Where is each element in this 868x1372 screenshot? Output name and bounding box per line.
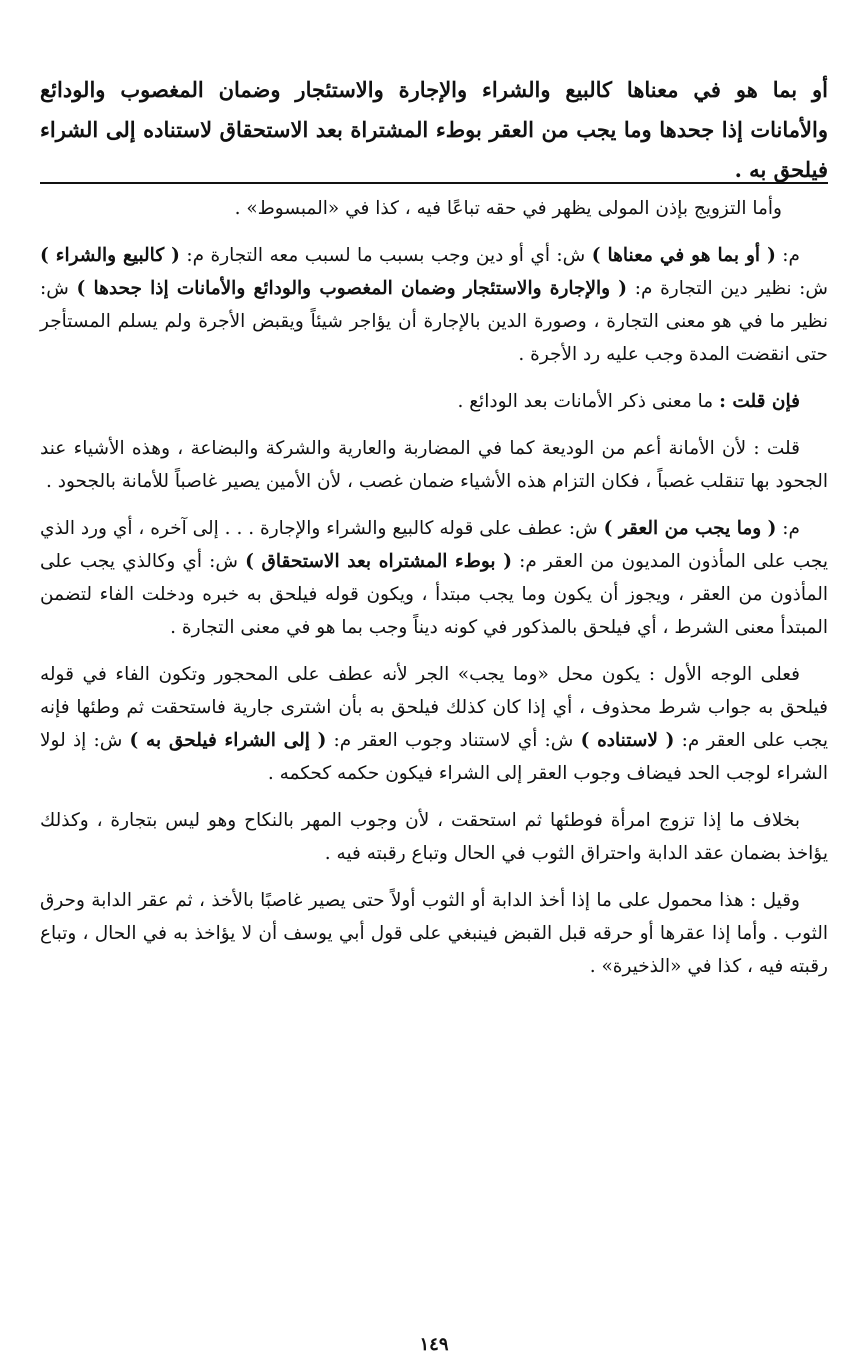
paragraph-4 — [40, 432, 828, 498]
matn-text: أو بما هو في معناها كالبيع والشراء والإجارة والاستئجار وضمان المغصوب والودائع والأمانات إذا جحدها وما يجب من العقر بوطء المشتراة بعد الاستحقاق لاستناده إلى الشراء فيلحق به . — [40, 77, 828, 182]
page-number: ١٤٩ — [419, 1334, 449, 1355]
matn-quote: ( لاستناده ) — [580, 730, 675, 751]
paragraph-2 — [40, 239, 828, 371]
marker-text: م: — [775, 245, 800, 266]
matn-quote: ( كالبيع والشراء ) — [40, 245, 180, 266]
commentary-text: ش: أي لاستناد وجوب العقر م: — [326, 730, 581, 751]
paragraph-1: وأما التزويج بإذن المولى يظهر في حقه تباعًا فيه ، كذا في «المبسوط» . — [234, 198, 782, 219]
matn-quote: ( والإجارة والاستئجار وضمان المغصوب والودائع والأمانات إذا جحدها ) — [76, 278, 628, 299]
commentary-text: ما معنى ذكر الأمانات بعد الودائع . — [457, 391, 720, 412]
commentary — [40, 192, 828, 997]
separator-line — [40, 182, 828, 184]
matn-quote: ( بوطء المشتراه بعد الاستحقاق ) — [245, 551, 512, 572]
commentary-text: لأن الأمانة أعم من الوديعة كما في المضاربة والعارية والشركة والبضاعة ، وهذه الأشياء عند الجحود بها تنقلب غصباً ، فكان التزام هذه الأشياء ضمان غصب ، لأن الأمين يصير غاصباً للأمانة بالجحود . — [40, 438, 828, 492]
paragraph-5 — [40, 512, 828, 644]
commentary-text: فعلى الوجه الأول : يكون محل «وما يجب» الجر لأنه عطف على المحجور وتكون الفاء في قوله فيلحق به جواب شرط محذوف ، أي إذا كان كذلك فيلحق به بأن اشترى جارية فاستحقت ثم وطئها فإنه يجب على العقر م: — [40, 664, 828, 751]
matn-quote: ( أو بما هو في معناها ) — [591, 245, 776, 266]
matn-quote: ( وما يجب من العقر ) — [603, 518, 777, 539]
paragraph-3 — [40, 385, 828, 418]
commentary-text: ش: نظير دين التجارة م: — [627, 278, 828, 299]
matn-quote: ( إلى الشراء فيلحق به ) — [129, 730, 327, 751]
commentary-text: ش: عطف على قوله كالبيع والشراء والإجارة . . . إلى آخره ، أي ورد الذي يجب على المأذون المديون من العقر م: — [40, 518, 828, 572]
question-label: فإن قلت : — [719, 391, 800, 412]
commentary-text: ش: نظير ما في هو معنى التجارة ، وصورة الدين بالإجارة أن يؤاجر شيئاً ويقبض الأجرة ولم يسلم المستأجر حتى انقضت المدة وجب عليه رد الأجرة . — [40, 278, 828, 365]
paragraph-6 — [40, 658, 828, 790]
commentary-text: ش: إذ لولا الشراء لوجب الحد فيضاف وجوب العقر إلى الشراء فيكون حكمه كحكمه . — [40, 730, 828, 784]
paragraph-7: بخلاف ما إذا تزوج امرأة فوطئها ثم استحقت ، لأن وجوب المهر بالنكاح وهو ليس بتجارة ، وكذلك يؤاخذ بضمان عقد الدابة واحتراق الثوب في الحال وتباع رقبته فيه . — [40, 810, 828, 864]
answer-label: قلت : — [753, 438, 801, 459]
commentary-text: ش: أي وكالذي يجب على المأذون من العقر ، ويجوز أن يكون وما يجب مبتدأ ، ويكون قوله فيلحق به خبره ودخلت الفاء لتضمن المبتدأ معنى الشرط ، أي فيلحق بالمذكور في كونه ديناً وجب بما هو في معنى التجارة . — [40, 551, 828, 638]
paragraph-8: وقيل : هذا محمول على ما إذا أخذ الدابة أو الثوب أولاً حتى يصير غاصبًا بالأخذ ، ثم عقر الدابة وحرق الثوب . وأما إذا عقرها أو حرقه قبل القبض فينبغي على قول أبي يوسف أن لا يؤاخذ به في الحال ، وتباع رقبته فيه ، كذا في «الذخيرة» . — [40, 890, 828, 977]
commentary-text: ش: أي أو دين وجب بسبب ما لسبب معه التجارة م: — [179, 245, 592, 266]
marker-text: م: — [776, 518, 800, 539]
